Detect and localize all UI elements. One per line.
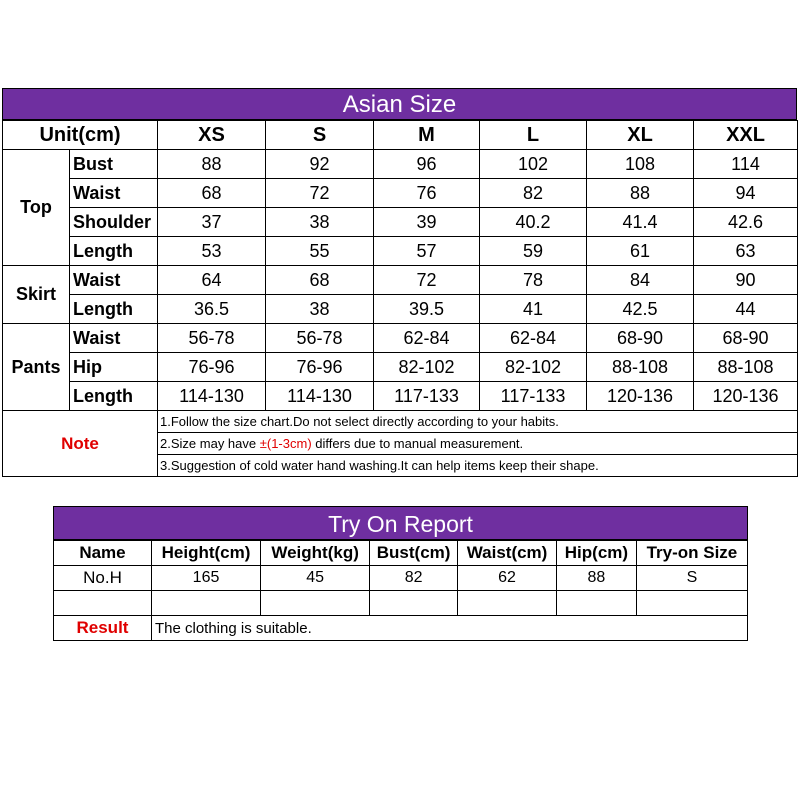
measure-label: Length [70, 295, 158, 324]
size-header-xs: XS [158, 121, 266, 150]
tolerance-highlight: ±(1-3cm) [259, 436, 312, 451]
measure-label: Shoulder [70, 208, 158, 237]
table-cell: 102 [480, 150, 587, 179]
table-cell: 39 [374, 208, 480, 237]
table-cell: 62-84 [480, 324, 587, 353]
size-table [2, 120, 798, 477]
table-cell: 82 [370, 566, 458, 591]
table-cell: 88 [557, 566, 637, 591]
table-cell: 68-90 [694, 324, 798, 353]
table-cell: 38 [266, 295, 374, 324]
header-weight: Weight(kg) [261, 541, 370, 566]
table-cell: 88 [587, 179, 694, 208]
table-cell: 63 [694, 237, 798, 266]
empty-row [54, 591, 748, 616]
table-cell: 117-133 [374, 382, 480, 411]
result-label: Result [54, 616, 152, 641]
measure-label: Length [70, 237, 158, 266]
table-cell: 92 [266, 150, 374, 179]
table-cell: 165 [151, 566, 260, 591]
group-label-top: Top [3, 150, 70, 266]
table-cell: 84 [587, 266, 694, 295]
empty-cell [151, 591, 260, 616]
measure-label: Waist [70, 179, 158, 208]
table-cell: 120-136 [587, 382, 694, 411]
size-chart [2, 88, 797, 477]
measure-label: Waist [70, 324, 158, 353]
size-header-l: L [480, 121, 587, 150]
table-row [3, 353, 798, 382]
measure-label: Hip [70, 353, 158, 382]
table-cell: 76-96 [158, 353, 266, 382]
table-cell: 72 [266, 179, 374, 208]
table-cell: 88 [158, 150, 266, 179]
table-cell: 120-136 [694, 382, 798, 411]
group-label-skirt: Skirt [3, 266, 70, 324]
table-cell: 62-84 [374, 324, 480, 353]
table-cell: 88-108 [587, 353, 694, 382]
table-cell: 117-133 [480, 382, 587, 411]
table-cell: 37 [158, 208, 266, 237]
measure-label: Length [70, 382, 158, 411]
table-cell: 53 [158, 237, 266, 266]
table-cell: 42.5 [587, 295, 694, 324]
size-header-m: M [374, 121, 480, 150]
try-on-header-row [54, 541, 748, 566]
table-cell: 82-102 [374, 353, 480, 382]
table-cell: 114 [694, 150, 798, 179]
header-try-on-size: Try-on Size [636, 541, 747, 566]
header-bust: Bust(cm) [370, 541, 458, 566]
table-cell: 45 [261, 566, 370, 591]
table-cell: 59 [480, 237, 587, 266]
table-cell: 82-102 [480, 353, 587, 382]
table-cell: 82 [480, 179, 587, 208]
header-hip: Hip(cm) [557, 541, 637, 566]
table-cell: 41 [480, 295, 587, 324]
empty-cell [458, 591, 557, 616]
table-cell: 88-108 [694, 353, 798, 382]
table-cell: 61 [587, 237, 694, 266]
table-cell: 90 [694, 266, 798, 295]
table-row [3, 150, 798, 179]
note-line-2-end: differs due to manual measurement. [311, 436, 524, 451]
table-cell: 68-90 [587, 324, 694, 353]
unit-label: Unit(cm) [3, 121, 158, 150]
table-row [3, 266, 798, 295]
table-row [3, 179, 798, 208]
size-header-row [3, 121, 798, 150]
header-waist: Waist(cm) [458, 541, 557, 566]
measure-label: Bust [70, 150, 158, 179]
table-cell: 114-130 [266, 382, 374, 411]
empty-cell [370, 591, 458, 616]
table-cell: 68 [158, 179, 266, 208]
try-on-report [53, 506, 748, 641]
table-cell: 38 [266, 208, 374, 237]
table-cell: 39.5 [374, 295, 480, 324]
note-line-2-start: 2.Size may have [160, 436, 260, 451]
table-cell: 41.4 [587, 208, 694, 237]
table-cell: 96 [374, 150, 480, 179]
note-row [3, 411, 798, 433]
table-cell: 94 [694, 179, 798, 208]
size-header-xxl: XXL [694, 121, 798, 150]
result-text: The clothing is suitable. [151, 616, 747, 641]
table-cell: 36.5 [158, 295, 266, 324]
table-cell: 42.6 [694, 208, 798, 237]
table-cell: 72 [374, 266, 480, 295]
table-row [54, 566, 748, 591]
table-cell: 44 [694, 295, 798, 324]
size-header-xl: XL [587, 121, 694, 150]
tester-name: No.H [54, 566, 152, 591]
note-line-3: 3.Suggestion of cold water hand washing.It can help items keep their shape. [158, 455, 798, 477]
empty-cell [557, 591, 637, 616]
table-cell: 56-78 [158, 324, 266, 353]
result-row [54, 616, 748, 641]
empty-cell [261, 591, 370, 616]
table-row [3, 208, 798, 237]
size-header-s: S [266, 121, 374, 150]
table-row [3, 237, 798, 266]
table-row [3, 382, 798, 411]
table-cell: 78 [480, 266, 587, 295]
table-row [3, 295, 798, 324]
table-cell: 64 [158, 266, 266, 295]
group-label-pants: Pants [3, 324, 70, 411]
header-height: Height(cm) [151, 541, 260, 566]
table-cell: 108 [587, 150, 694, 179]
table-cell: 114-130 [158, 382, 266, 411]
table-cell: 62 [458, 566, 557, 591]
header-name: Name [54, 541, 152, 566]
table-cell: S [636, 566, 747, 591]
note-line-2 [158, 433, 798, 455]
try-on-table [53, 540, 748, 641]
table-row [3, 324, 798, 353]
note-label: Note [3, 411, 158, 477]
measure-label: Waist [70, 266, 158, 295]
table-cell: 76 [374, 179, 480, 208]
table-cell: 57 [374, 237, 480, 266]
table-cell: 76-96 [266, 353, 374, 382]
table-cell: 56-78 [266, 324, 374, 353]
table-cell: 68 [266, 266, 374, 295]
table-cell: 40.2 [480, 208, 587, 237]
size-chart-title: Asian Size [2, 88, 797, 120]
table-cell: 55 [266, 237, 374, 266]
empty-cell [636, 591, 747, 616]
note-line-1: 1.Follow the size chart.Do not select directly according to your habits. [158, 411, 798, 433]
try-on-report-title: Try On Report [53, 506, 748, 540]
empty-cell [54, 591, 152, 616]
